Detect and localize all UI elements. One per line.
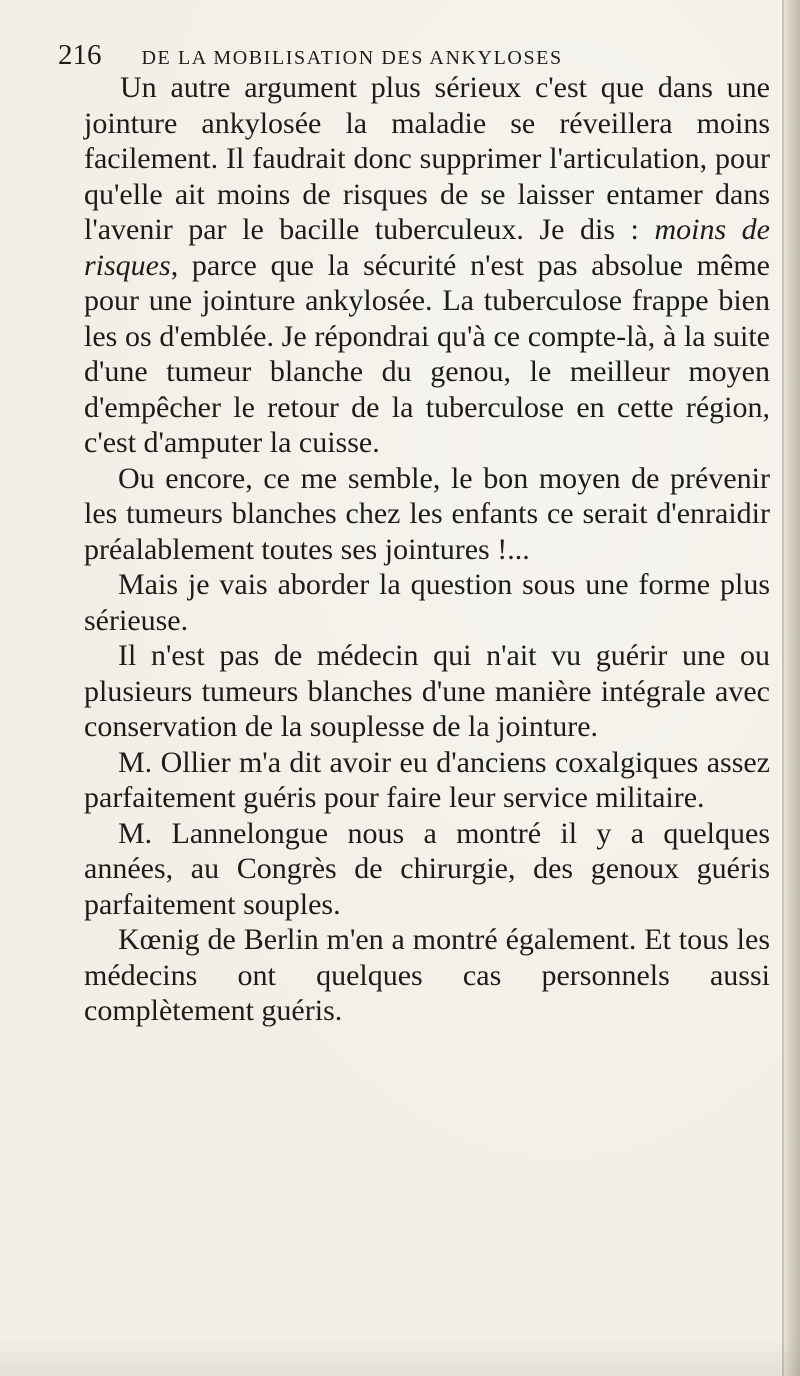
paragraph-5: M. Ollier m'a dit avoir eu d'anciens coxalgiques assez parfaitement guéris pour faire leur service militaire. (84, 745, 770, 814)
page-bottom-shadow (0, 1336, 800, 1376)
paragraph-4: Il n'est pas de médecin qui n'ait vu guérir une ou plusieurs tumeurs blanches d'une manière intégrale avec conservation de la souplesse de la jointure. (84, 639, 770, 743)
page-edge (784, 0, 800, 1376)
paragraph-2: Ou encore, ce me semble, le bon moyen de prévenir les tumeurs blanches chez les enfants ce serait d'enraidir préalablement toutes ses jointures !... (84, 461, 770, 566)
paragraph-7: Kœnig de Berlin m'en a montré également. Et tous les médecins ont quelques cas personnels aussi complètement guéris. (84, 923, 770, 1027)
paragraph-1-before: Un autre argument plus sérieux c'est que dans une jointure ankylosée la maladie se réveillera moins facilement. Il faudrait donc supprimer l'articulation, pour qu'elle ait moins de risques de se laisser entamer dans l'avenir par le bacille tuberculeux. Je dis : (84, 71, 770, 246)
paragraph-6: M. Lannelongue nous a montré il y a quelques années, au Congrès de chirurgie, des genoux guéris parfaitement souples. (84, 816, 770, 921)
paragraph-1-emphasis: moins de risques (84, 213, 770, 282)
paragraph-1-after: , parce que la sécurité n'est pas absolue même pour une jointure ankylosée. La tuberculose frappe bien les os d'emblée. Je répondrai qu'à ce compte-là, à la suite d'une tumeur blanche du genou, le meilleur moyen d'empêcher le retour de la tuberculose en cette région, c'est d'amputer la cuisse. (84, 248, 770, 459)
running-head: DE LA MOBILISATION DES ANKYLOSES (141, 47, 563, 69)
page-number: 216 (58, 39, 102, 71)
body-text (84, 70, 770, 1029)
paragraph-3: Mais je vais aborder la question sous une forme plus sérieuse. (84, 568, 770, 637)
paragraph-1 (84, 70, 770, 461)
